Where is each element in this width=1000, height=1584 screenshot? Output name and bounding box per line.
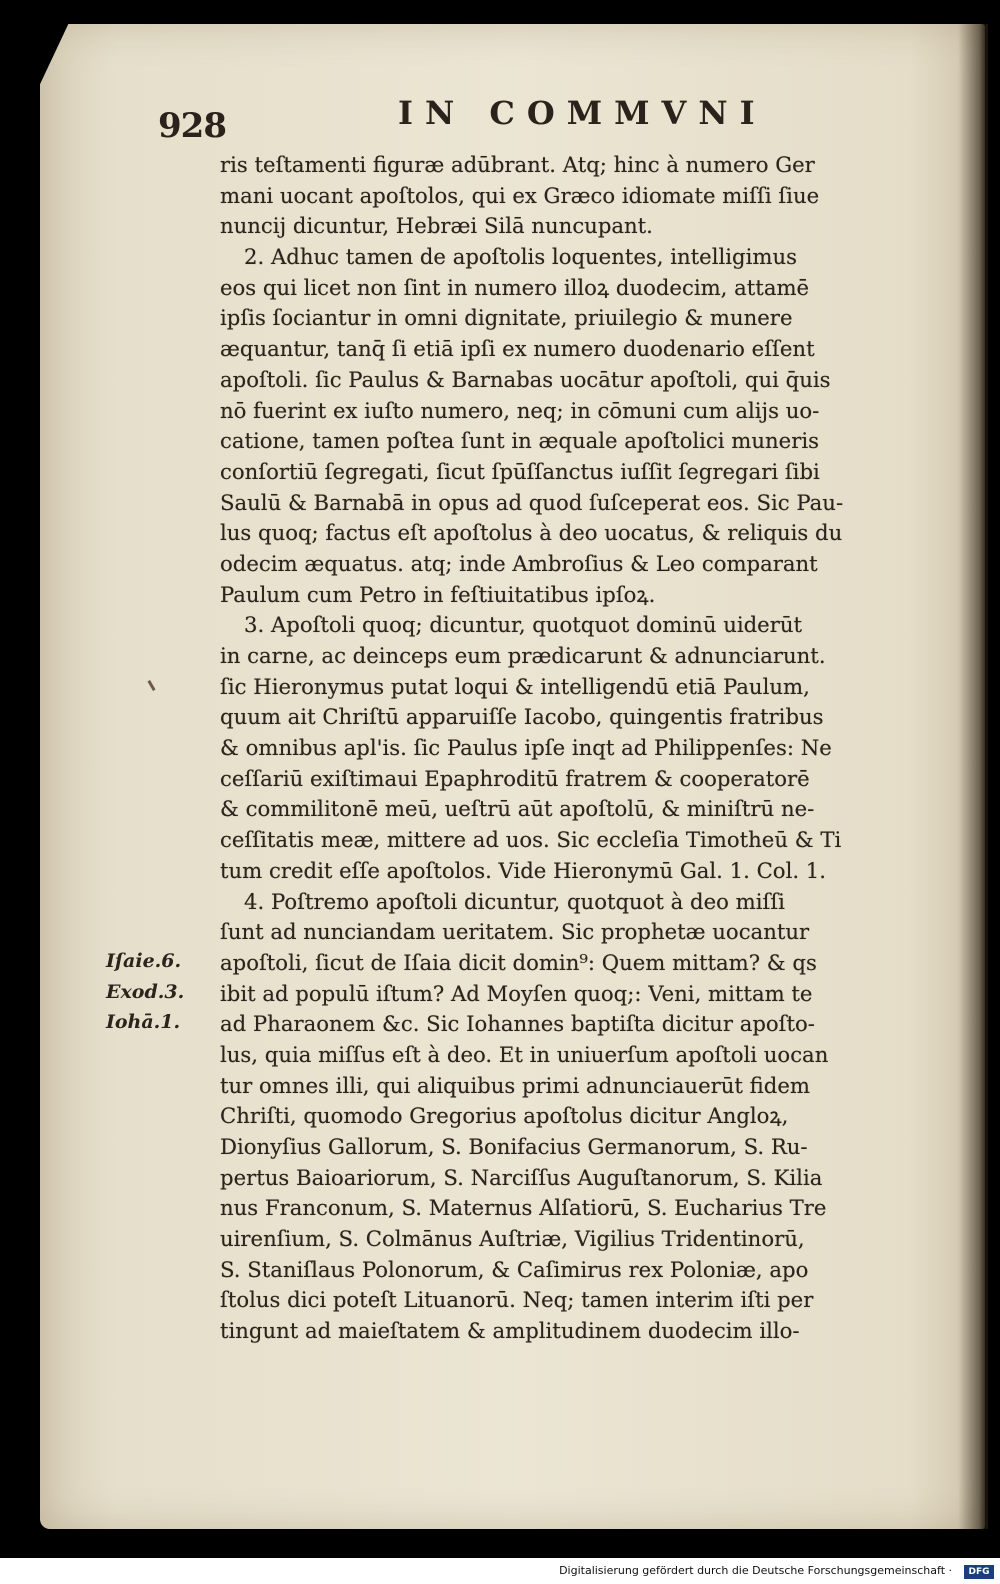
text-line: Dionyſius Gallorum, S. Bonifacius Germanorum, S. Ru-: [220, 1134, 808, 1159]
text-line: Paulum cum Petro in feſtiuitatibus ipſoꝝ.: [220, 581, 656, 607]
text-line: ſtolus dici poteſt Lituanorū. Neq; tamen interim iſti per: [220, 1287, 814, 1313]
text-line: æquantur, tanq̄ ſi etiā ipſi ex numero duodenario eſſent: [220, 336, 815, 362]
text-line: ſic Hieronymus putat loqui & intelligendū etiā Paulum,: [220, 673, 810, 699]
text-line: ibit ad populū iſtum? Ad Moyſen quoq;: Veni, mittam te: [220, 980, 813, 1006]
running-head: IN COMMVNI: [398, 94, 767, 132]
text-line: tingunt ad maieſtatem & amplitudinem duodecim illo-: [220, 1318, 800, 1344]
page-number: 928: [158, 106, 226, 146]
text-line: quum ait Chriſtū apparuiſſe Iacobo, quingentis fratribus: [220, 704, 824, 730]
text-line: nō fuerint ex iuſto numero, neq; in cōmuni cum alijs uo-: [220, 397, 820, 423]
text-line: apoſtoli. ſic Paulus & Barnabas uocātur apoſtoli, qui q̄uis: [220, 366, 831, 392]
text-line: apoſtoli, ſicut de Iſaia dicit domin⁹: Quem mittam? & qs: [220, 949, 817, 975]
text-line: lus quoq; factus eſt apoſtolus à deo uocatus, & reliquis du: [220, 520, 843, 546]
text-line: ris teſtamenti figuræ adūbrant. Atq; hinc à numero Ger: [220, 152, 815, 177]
text-line: uirenſium, S. Colmānus Auſtriæ, Vigilius Tridentinorū,: [220, 1226, 805, 1252]
text-line: catione, tamen poſtea ſunt in æquale apoſtolici muneris: [220, 428, 819, 454]
margin-note: Iohā.1.: [106, 1011, 181, 1034]
text-line: Chriſti, quomodo Gregorius apoſtolus dicitur Angloꝝ,: [220, 1103, 789, 1129]
text-line: Saulū & Barnabā in opus ad quod ſuſceperat eos. Sic Pau-: [220, 489, 844, 515]
text-line: 3. Apoſtoli quoq; dicuntur, quotquot dominū uiderūt: [244, 612, 803, 638]
margin-note: Iſaie.6.: [106, 950, 182, 972]
dfg-logo: DFG: [964, 1565, 994, 1579]
text-line: tur omnes illi, qui aliquibus primi adnunciauerūt fidem: [220, 1072, 810, 1098]
text-line: nuncij dicuntur, Hebræi Silā nuncupant.: [220, 213, 653, 239]
text-line: ceſſitatis meæ, mittere ad uos. Sic eccleſia Timotheū & Ti: [220, 827, 842, 853]
text-line: S. Staniſlaus Polonorum, & Caſimirus rex Poloniæ, apo: [220, 1256, 809, 1282]
text-line: nus Franconum, S. Maternus Alſatiorū, S. Eucharius Tre: [220, 1195, 827, 1221]
text-line: conſortiū ſegregati, ſicut ſpūſſanctus iuſſit ſegregari ſibi: [220, 458, 820, 484]
text-line: eos qui licet non ſint in numero illoꝝ duodecim, attamē: [220, 274, 810, 300]
text-line: 2. Adhuc tamen de apoſtolis loquentes, intelligimus: [244, 244, 797, 270]
text-line: ſunt ad nunciandam ueritatem. Sic prophetæ uocantur: [220, 919, 810, 945]
text-line: tum credit eſſe apoſtolos. Vide Hieronymū Gal. 1. Col. 1.: [220, 857, 827, 883]
footer-credit: Digitalisierung gefördert durch die Deutsche Forschungsgemeinschaft ·: [555, 1563, 956, 1578]
body-text: [220, 150, 935, 1347]
text-line: ad Pharaonem &c. Sic Iohannes baptiſta dicitur apoſto-: [220, 1011, 815, 1037]
text-line: & commilitonē meū, ueſtrū aūt apoſtolū, & miniſtrū ne-: [220, 796, 815, 822]
text-line: ceſſariū exiſtimaui Epaphroditū fratrem & cooperatorē: [220, 765, 810, 791]
text-line: & omnibus apl'is. ſic Paulus ipſe inqt ad Philippenſes: Ne: [220, 735, 832, 761]
margin-notes: [106, 946, 184, 1038]
text-line: lus, quia miſſus eſt à deo. Et in uniuerſum apoſtoli uocan: [220, 1041, 829, 1067]
text-line: in carne, ac deinceps eum prædicarunt & adnunciarunt.: [220, 643, 826, 668]
text-line: ipſis ſociantur in omni dignitate, priuilegio & munere: [220, 305, 793, 331]
page-gutter-shadow: [958, 24, 988, 1529]
text-line: odecim æquatus. atq; inde Ambroſius & Leo comparant: [220, 550, 818, 576]
text-line: 4. Poſtremo apoſtoli dicuntur, quotquot à deo miſſi: [244, 888, 785, 914]
text-line: pertus Baioariorum, S. Narciſſus Auguſtanorum, S. Kilia: [220, 1164, 823, 1190]
text-line: mani uocant apoſtolos, qui ex Græco idiomate miſſi ſiue: [220, 182, 820, 208]
margin-note: Exod.3.: [106, 980, 185, 1003]
